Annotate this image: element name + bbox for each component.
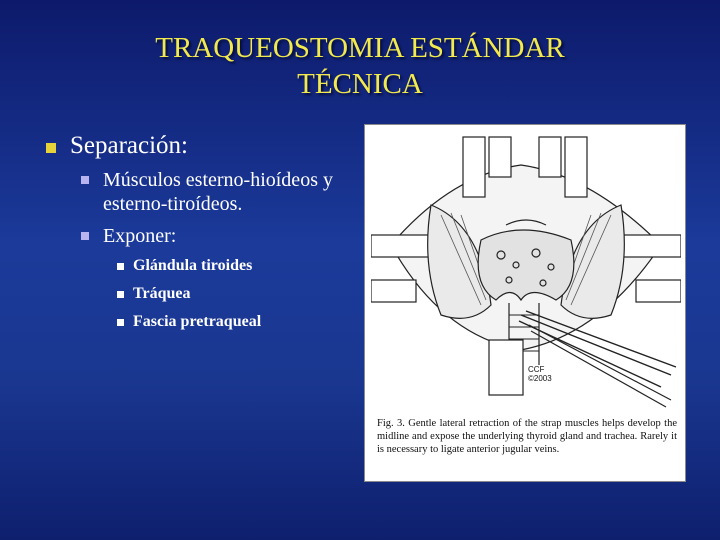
item-glandula-tiroides-text: Glándula tiroides xyxy=(133,257,253,274)
bullet-list xyxy=(42,130,342,332)
item-fascia-pretraqueal xyxy=(42,312,342,332)
figure-credit xyxy=(528,365,552,383)
title-line-2: TÉCNICA xyxy=(297,68,423,100)
square-bullet-icon xyxy=(81,232,89,240)
surgical-figure xyxy=(364,124,686,482)
credit-line-1: CCF xyxy=(528,365,545,374)
bullet-separacion-text: Separación: xyxy=(70,132,189,159)
square-bullet-icon xyxy=(117,319,124,326)
square-bullet-icon xyxy=(117,263,124,270)
surgical-illustration-icon xyxy=(371,135,681,415)
square-bullet-icon xyxy=(46,143,56,153)
square-bullet-icon xyxy=(81,176,89,184)
credit-line-2: ©2003 xyxy=(528,374,552,383)
item-traquea-text: Tráquea xyxy=(133,285,191,302)
sub-bullet-exponer xyxy=(42,224,342,248)
bullet-separacion xyxy=(42,130,342,162)
sub-bullet-musculos-text: Músculos esterno-hioídeos y esterno-tiroídeos. xyxy=(103,169,333,215)
slide-title xyxy=(0,30,720,102)
item-fascia-pretraqueal-text: Fascia pretraqueal xyxy=(133,313,262,330)
square-bullet-icon xyxy=(117,291,124,298)
item-glandula-tiroides xyxy=(42,256,342,276)
title-line-1: TRAQUEOSTOMIA ESTÁNDAR xyxy=(155,32,565,64)
item-traquea xyxy=(42,284,342,304)
sub-bullet-exponer-text: Exponer: xyxy=(103,225,177,247)
sub-bullet-musculos xyxy=(42,168,342,216)
figure-caption: Fig. 3. Gentle lateral retraction of the strap muscles helps develop the midline and expose the underlying thyroid gland and trachea. Rarely it is necessary to ligate anterior jugular veins. xyxy=(377,418,677,455)
